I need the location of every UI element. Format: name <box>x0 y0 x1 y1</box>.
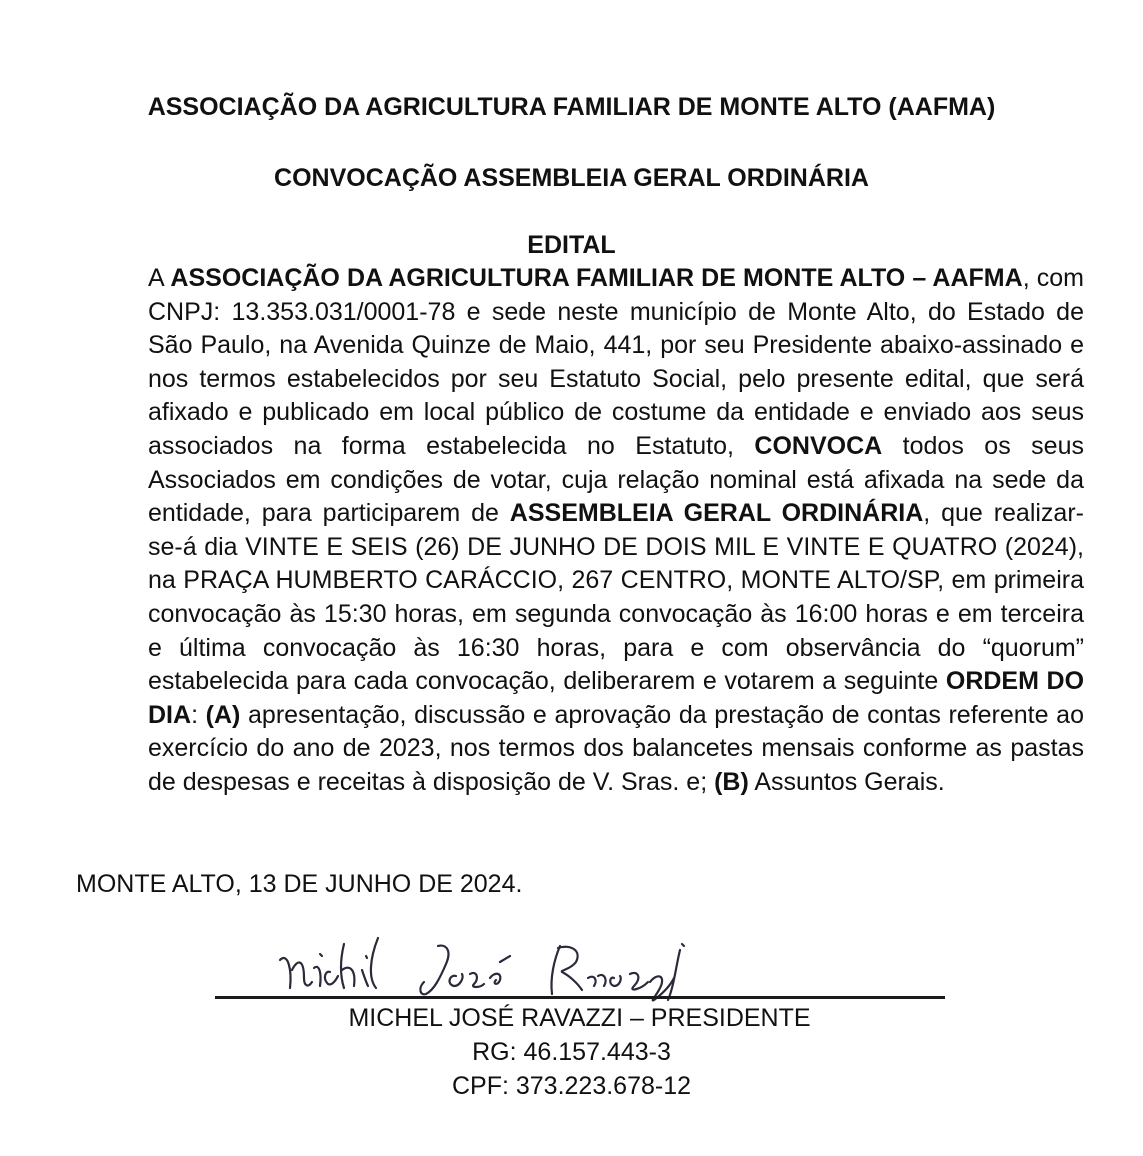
organization-title: ASSOCIAÇÃO DA AGRICULTURA FAMILIAR DE MONTE ALTO (AAFMA) <box>147 93 996 121</box>
association-name: ASSOCIAÇÃO DA AGRICULTURA FAMILIAR DE MONTE ALTO – AAFMA <box>170 264 1023 292</box>
convoca-keyword: CONVOCA <box>754 431 883 460</box>
text-segment: : <box>191 700 206 729</box>
signatory-name-role: MICHEL JOSÉ RAVAZZI – PRESIDENTE <box>348 1004 811 1032</box>
item-b-label: (B) <box>714 767 749 796</box>
text-segment: todos os seus Associados em condições de votar, cuja relação nominal está afixada na sede da entidade, para participarem de <box>148 431 1084 528</box>
item-a-label: (A) <box>205 700 241 729</box>
text-segment: , que realizar-se-á dia VINTE E SEIS (26) DE JUNHO DE DOIS MIL E VINTE E QUATRO (2024), na PRAÇA HUMBERTO CARÁCCIO, 267 CENTRO, MONTE ALTO/SP, em primeira convocação às 15:30 horas, em segunda convocação às 16:00 horas e em terceira e última convocação às 16:30 horas, para e com observância do “quorum” estabelecida para cada convocação, deliberarem e votarem a seguinte <box>148 499 1084 696</box>
edital-body <box>68 262 1084 800</box>
signature-area <box>215 930 945 1010</box>
agenda-keyword: ORDEM DO DIA <box>148 667 1085 729</box>
signature-line <box>215 996 945 999</box>
convocation-title: CONVOCAÇÃO ASSEMBLEIA GERAL ORDINÁRIA <box>274 164 869 192</box>
text-segment: Assuntos Gerais. <box>748 767 945 796</box>
signatory-rg: RG: 46.157.443-3 <box>472 1038 671 1066</box>
date-line: MONTE ALTO, 13 DE JUNHO DE 2024. <box>76 870 523 898</box>
text-segment: A <box>148 264 171 292</box>
signatory-cpf: CPF: 373.223.678-12 <box>451 1072 692 1100</box>
edital-title: EDITAL <box>527 231 616 259</box>
text-segment: apresentação, discussão e aprovação da prestação de contas referente ao exercício do ano de 2023, nos termos dos balancetes mensais conforme as pastas de despesas e receitas à disposição de V. Sras. e; <box>148 700 1084 796</box>
edital-paragraph <box>68 262 1084 800</box>
assembly-name: ASSEMBLEIA GERAL ORDINÁRIA <box>509 499 924 528</box>
text-segment: , com CNPJ: 13.353.031/0001-78 e sede neste município de Monte Alto, do Estado de São Paulo, na Avenida Quinze de Maio, 441, por seu Presidente abaixo-assinado e nos termos estabelecidos por seu Estatuto Social, pelo presente edital, que será afixado e publicado em local público de costume da entidade e enviado aos seus associados na forma estabelecida no Estatuto, <box>148 264 1084 460</box>
